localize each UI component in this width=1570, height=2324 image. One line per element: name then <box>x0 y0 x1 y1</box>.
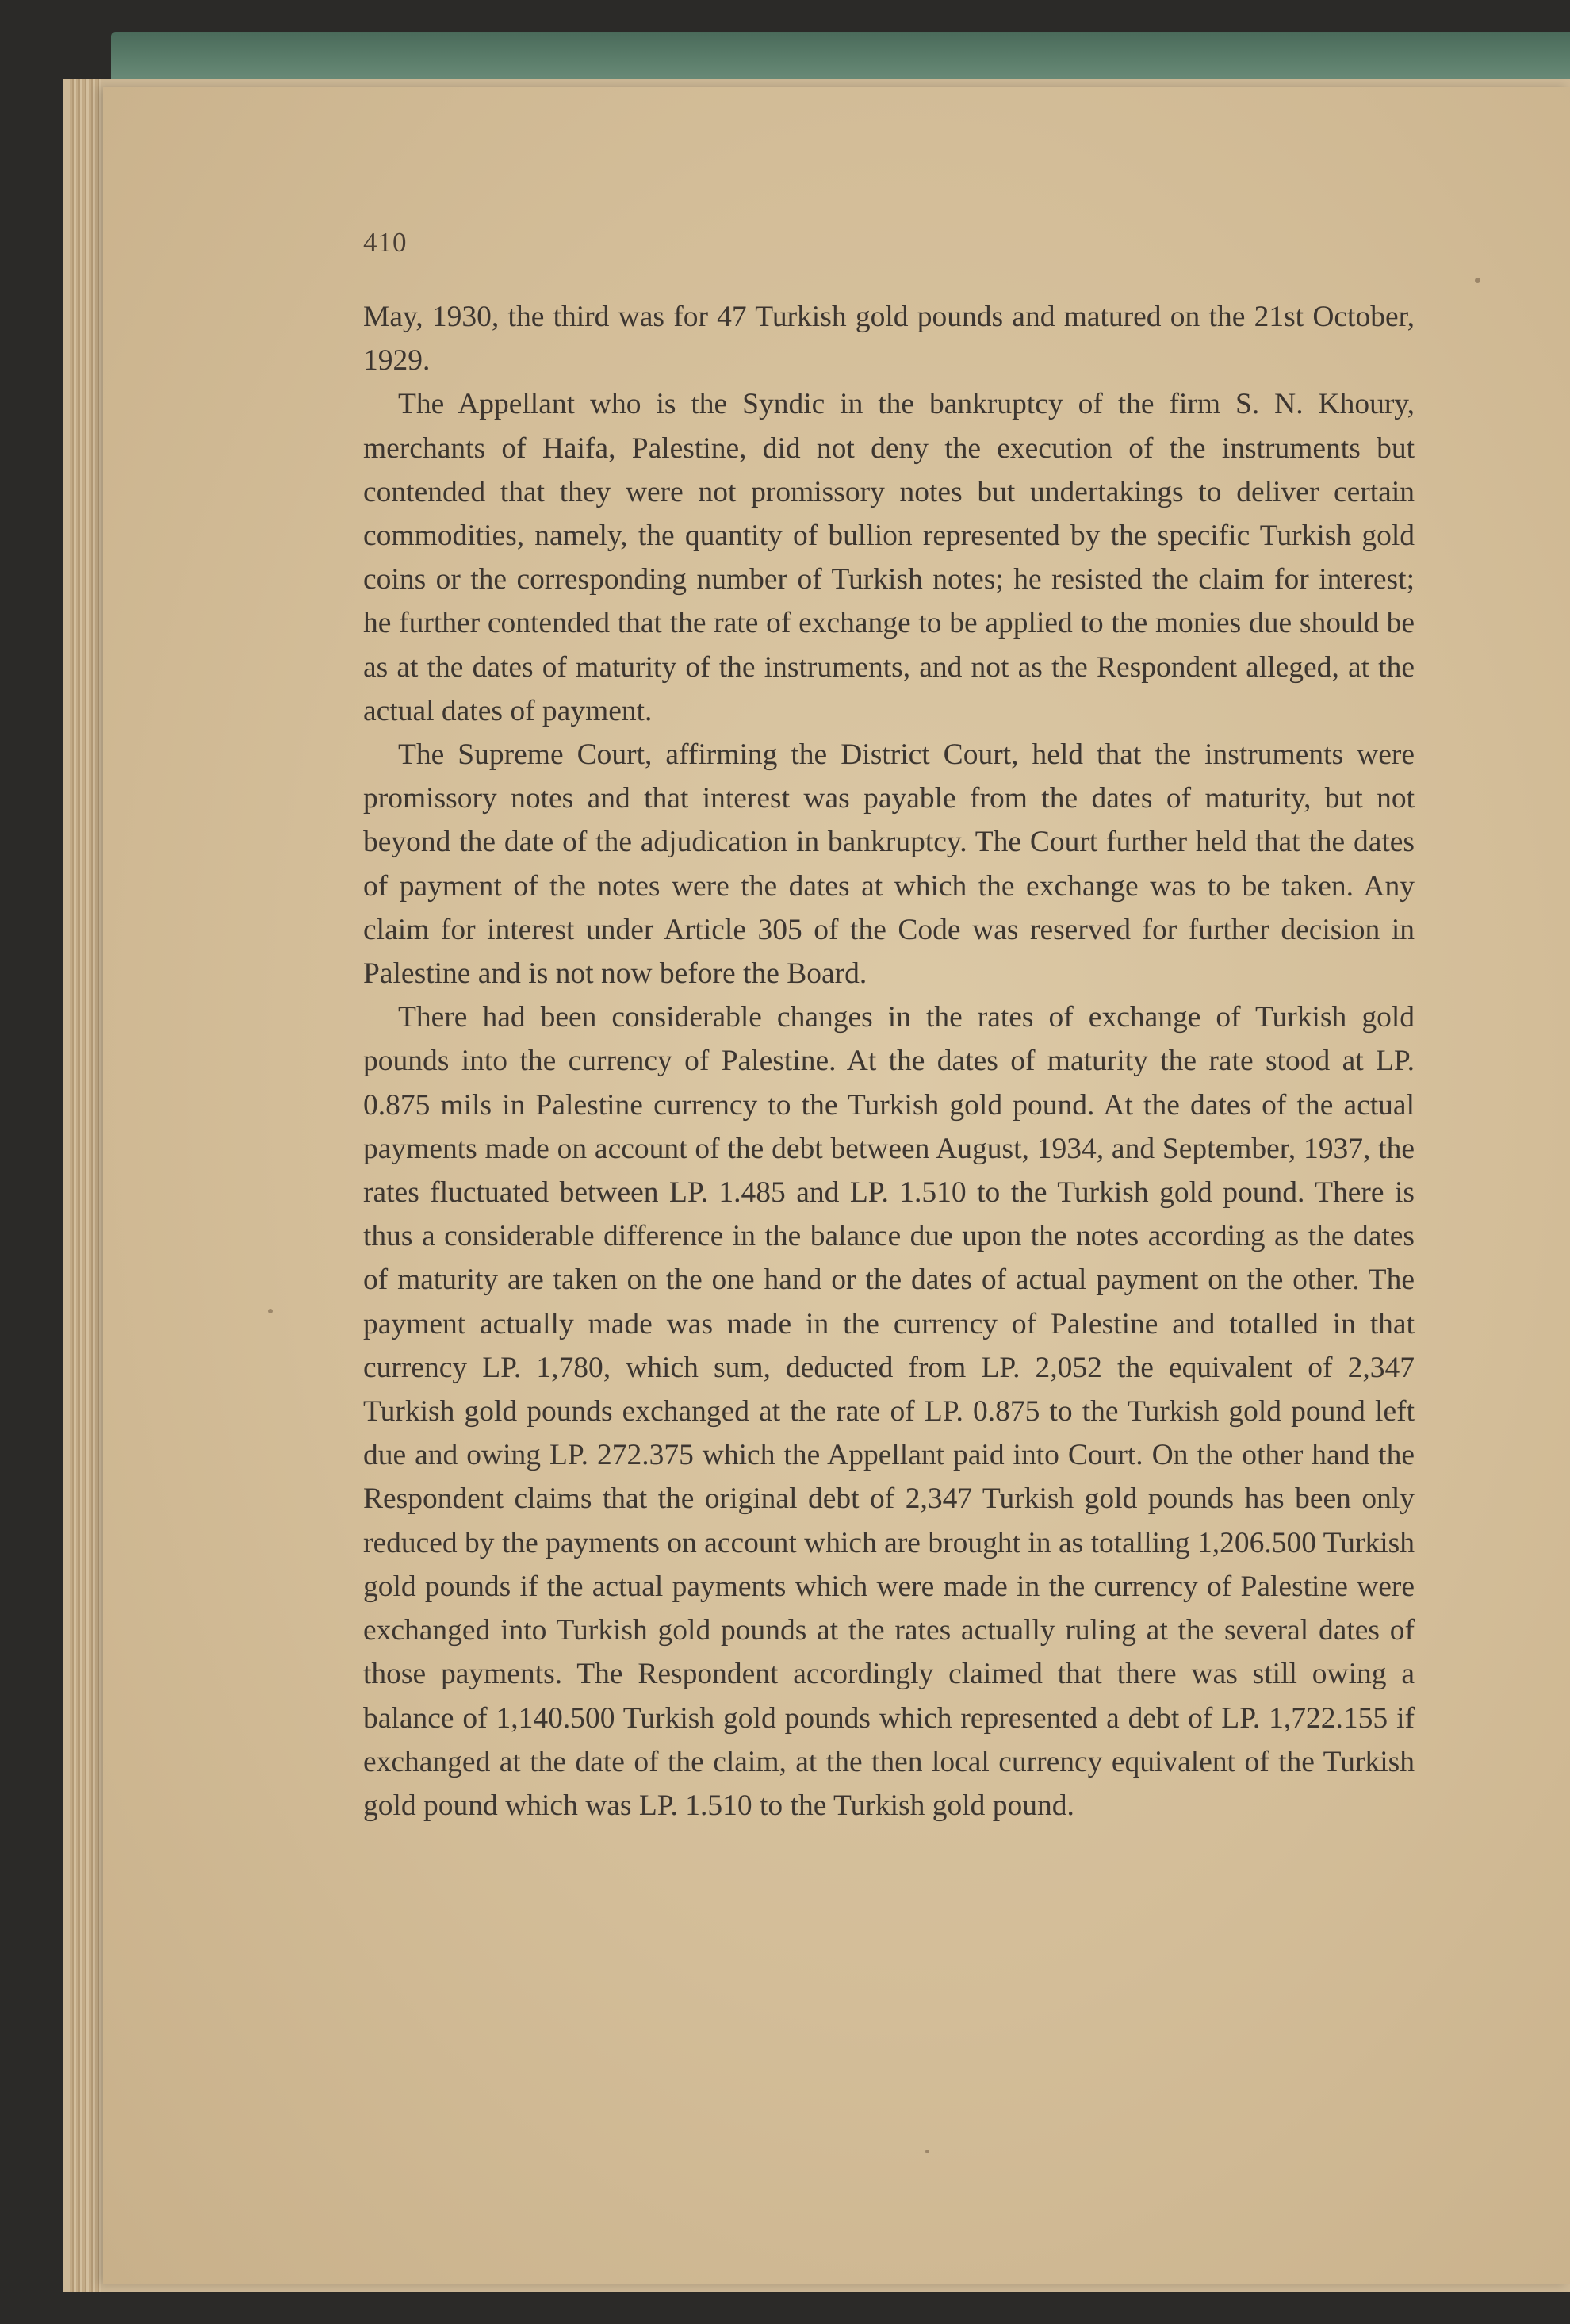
page-number: 410 <box>363 227 408 258</box>
paragraph: There had been considerable changes in the rates of exchange of Turkish gold pounds into the currency of Palestine. At the dates of maturity the rate stood at LP. 0.875 mils in Palestine currency to the Turkish gold pound. At the dates of the actual payments made on account of the debt between August, 1934, and September, 1937, the rates fluctuated between LP. 1.485 and LP. 1.510 to the Turkish gold pound. There is thus a considerable difference in the balance due upon the notes according as the dates of maturity are taken on the one hand or the dates of actual payment on the other. The payment actually made was made in the currency of Palestine and totalled in that currency LP. 1,780, which sum, deducted from LP. 2,052 the equivalent of 2,347 Turkish gold pounds exchanged at the rate of LP. 0.875 to the Turkish gold pound left due and owing LP. 272.375 which the Appellant paid into Court. On the other hand the Respondent claims that the original debt of 2,347 Turkish gold pounds has been only reduced by the payments on account which are brought in as totalling 1,206.500 Turkish gold pounds if the actual payments which were made in the currency of Palestine were exchanged into Turkish gold pounds at the rates actually ruling at the several dates of those payments. The Respondent accordingly claimed that there was still owing a balance of 1,140.500 Turkish gold pounds which represented a debt of LP. 1,722.155 if exchanged at the date of the claim, at the then local currency equivalent of the Turkish gold pound which was LP. 1.510 to the Turkish gold pound. <box>363 1001 1415 1822</box>
paragraph: The Supreme Court, affirming the District Court, held that the instruments were promissory notes and that interest was payable from the dates of maturity, but not beyond the date of the adjudication in bankruptcy. The Court further held that the dates of payment of the notes were the dates at which the exchange was to be taken. Any claim for interest under Article 305 of the Code was reserved for further decision in Palestine and is not now before the Board. <box>363 738 1415 991</box>
page-blemish <box>268 1309 273 1313</box>
page-blemish <box>1475 278 1480 283</box>
page-blemish <box>925 2150 929 2153</box>
paragraph: May, 1930, the third was for 47 Turkish gold pounds and matured on the 21st October, 1929. <box>363 301 1415 378</box>
body-text <box>363 295 1415 1827</box>
paragraph: The Appellant who is the Syndic in the bankruptcy of the firm S. N. Khoury, merchants of Haifa, Palestine, did not deny the execution of the instruments but contended that they were not promissory notes but undertakings to deliver certain commodities, namely, the quantity of bullion represented by the specific Turkish gold coins or the corresponding number of Turkish notes; he resisted the claim for interest; he further contended that the rate of exchange to be applied to the monies due should be as at the dates of maturity of the instruments, and not as the Respondent alleged, at the actual dates of payment. <box>363 388 1415 727</box>
